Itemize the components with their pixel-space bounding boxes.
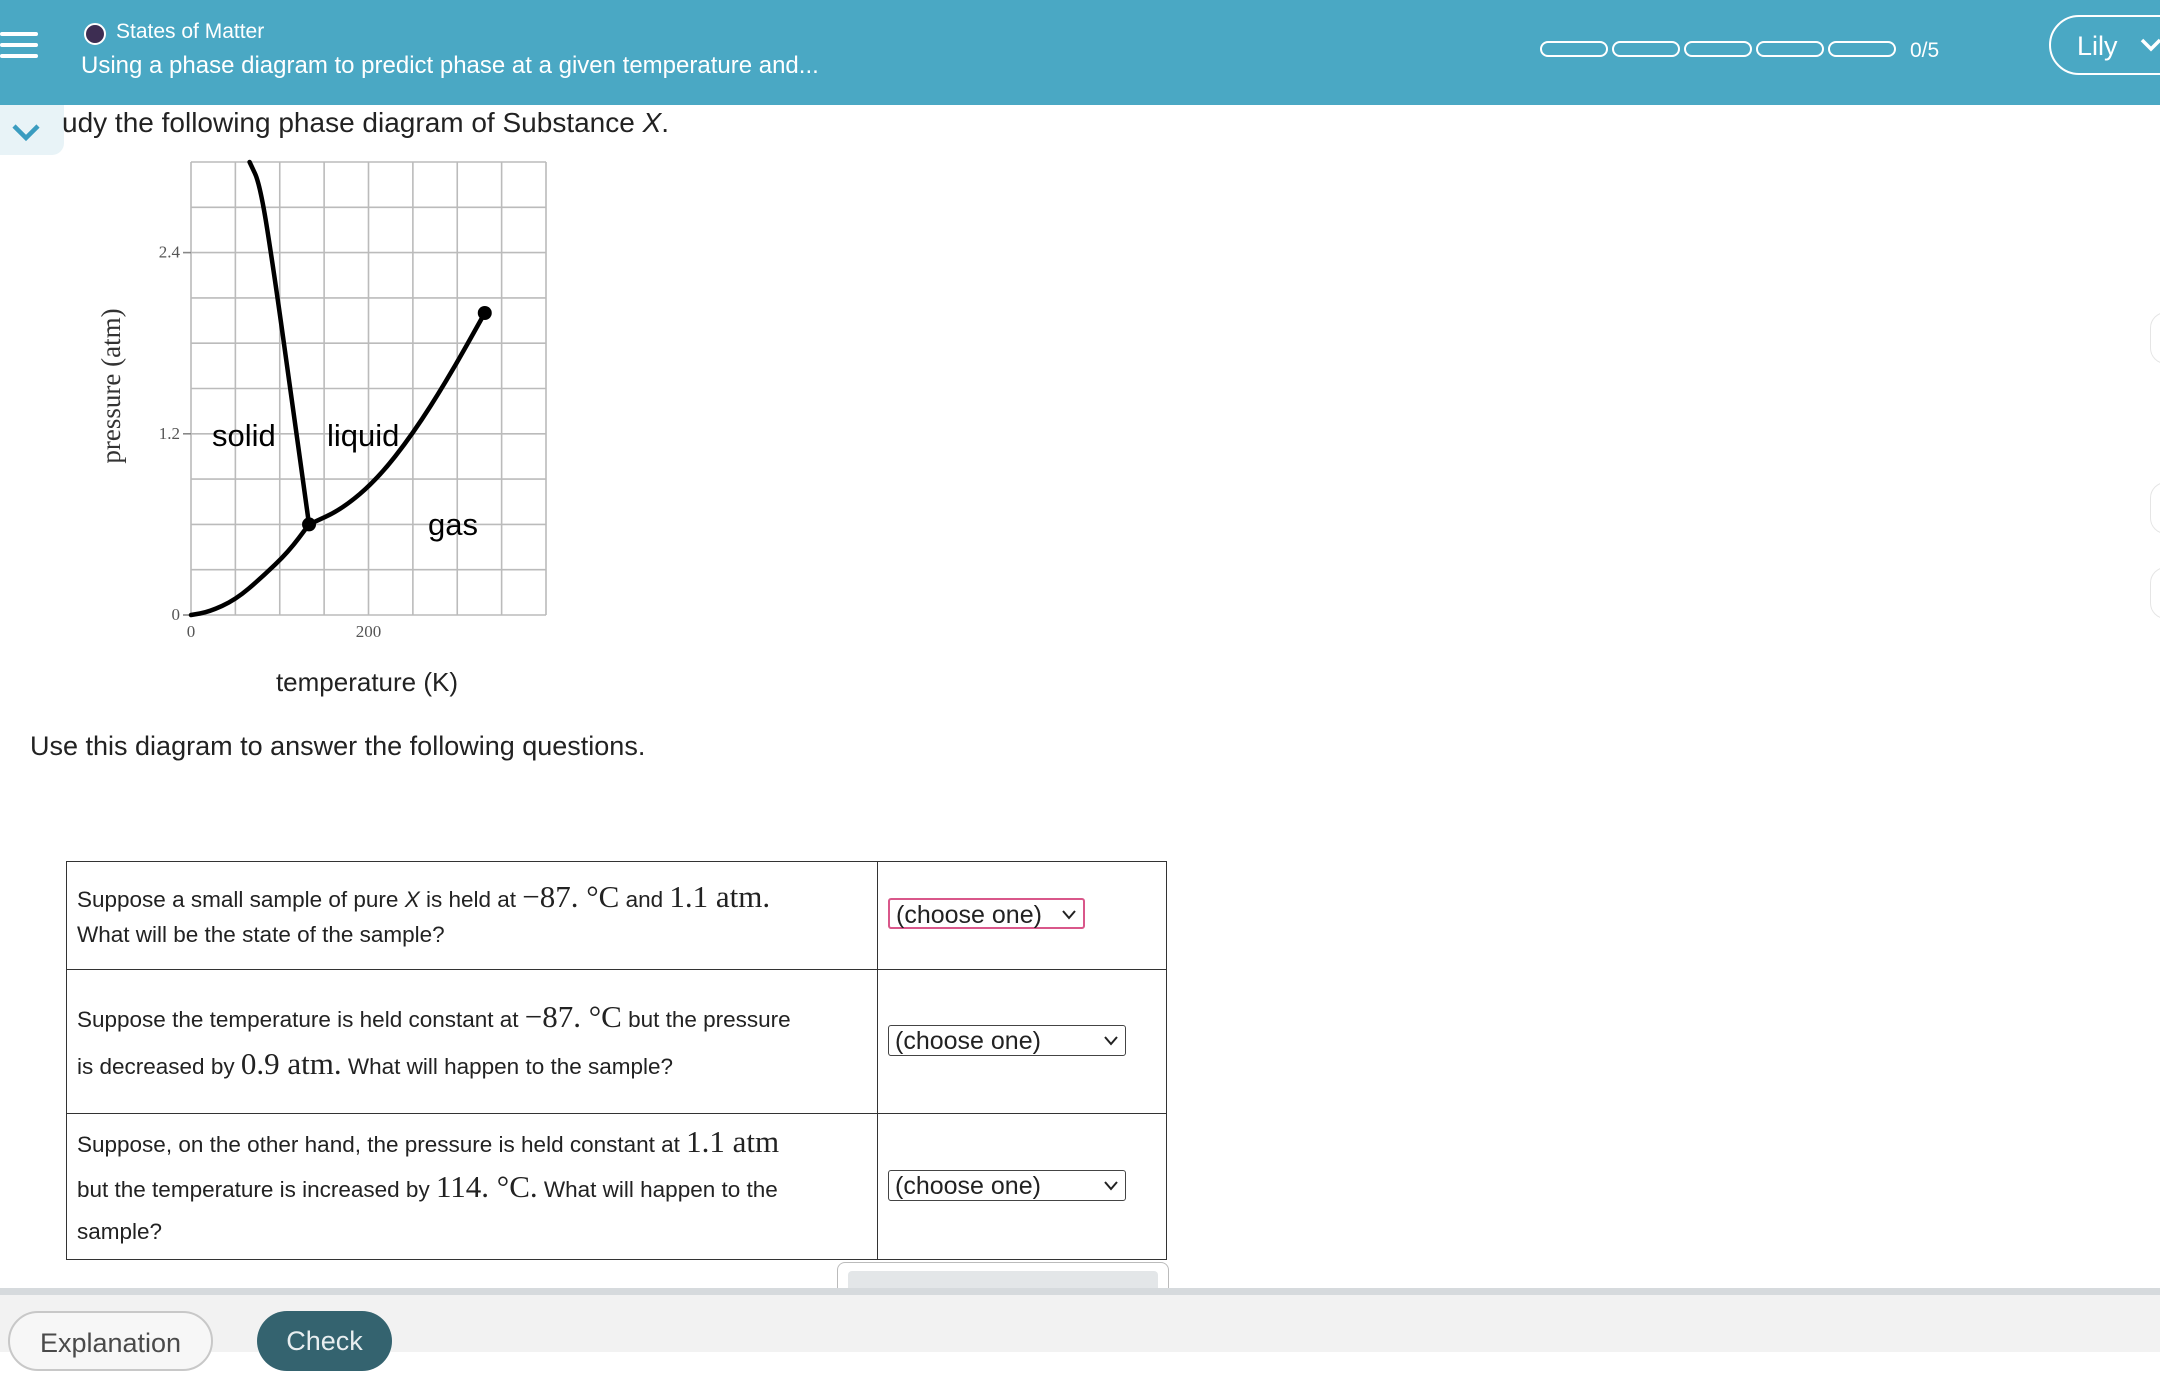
answer-cell (878, 862, 1167, 970)
chevron-down-icon (1103, 1180, 1119, 1192)
y-tick-label: 0 (171, 605, 180, 624)
chevron-down-icon (0, 105, 64, 155)
region-label-liquid: liquid (327, 418, 400, 453)
pressure-change-select[interactable] (888, 1025, 1126, 1056)
x-tick-label: 0 (186, 622, 196, 641)
progress-segment (1828, 41, 1896, 57)
chevron-down-icon (1103, 1035, 1119, 1047)
question-row (67, 862, 1167, 970)
question-prompt: udy the following phase diagram of Substance X. (62, 107, 670, 138)
progress-bar (1540, 41, 1900, 57)
side-tool-button[interactable] (2150, 482, 2160, 534)
chart-grid (191, 162, 546, 615)
progress-count: 0/5 (1910, 39, 1940, 62)
instructions: Use this diagram to answer the following questions. (30, 731, 646, 761)
progress-segment (1684, 41, 1752, 57)
top-bar (0, 0, 2160, 105)
topic-status-icon (84, 23, 106, 45)
question-row (67, 970, 1167, 1114)
chevron-down-icon (1061, 909, 1077, 921)
y-tick-label: 2.4 (158, 242, 180, 262)
collapse-button[interactable] (0, 105, 64, 155)
x-tick-label: 200 (355, 622, 382, 641)
critical-point (478, 306, 492, 320)
state-select[interactable] (888, 898, 1085, 929)
y-axis-label: pressure (atm) (96, 308, 126, 464)
chevron-down-icon (2139, 33, 2160, 57)
menu-icon[interactable] (0, 22, 58, 84)
progress-segment (1756, 41, 1824, 57)
topic-title: States of Matter (116, 20, 265, 43)
temperature-change-select[interactable] (888, 1170, 1126, 1201)
question-3: Suppose, on the other hand, the pressure is held constant at 1.1 atm but the temperature is increased by 114. °C. What will happen to the sample? (67, 1114, 878, 1260)
footer-divider (0, 1288, 2160, 1295)
phase-diagram (90, 150, 560, 710)
explanation-button[interactable]: Explanation (8, 1311, 213, 1371)
lesson-title: Using a phase diagram to predict phase at a given temperature and... (81, 52, 819, 79)
answer-cell (878, 1114, 1167, 1260)
x-axis-label: temperature (K) (275, 667, 459, 697)
progress-segment (1540, 41, 1608, 57)
region-label-solid: solid (212, 418, 276, 453)
region-label-gas: gas (428, 507, 478, 542)
side-tool-button[interactable] (2150, 567, 2160, 619)
user-menu-button[interactable] (2049, 15, 2160, 75)
select-value: (choose one) (895, 1027, 1041, 1055)
y-tick-label: 1.2 (158, 423, 180, 443)
question-1: Suppose a small sample of pure X is held at −87. °C and 1.1 atm. What will be the state of the sample? (67, 862, 878, 970)
check-button[interactable]: Check (257, 1311, 392, 1371)
question-2: Suppose the temperature is held constant at −87. °C but the pressure is decreased by 0.9 atm. What will happen to the sample? (67, 970, 878, 1114)
triple-point (302, 517, 316, 531)
user-name: Lily (2077, 31, 2118, 61)
answer-cell (878, 970, 1167, 1114)
question-row (67, 1114, 1167, 1260)
select-value: (choose one) (896, 901, 1042, 929)
side-tool-button[interactable] (2150, 312, 2160, 364)
select-value: (choose one) (895, 1172, 1041, 1200)
question-table (66, 861, 1167, 1260)
progress-segment (1612, 41, 1680, 57)
